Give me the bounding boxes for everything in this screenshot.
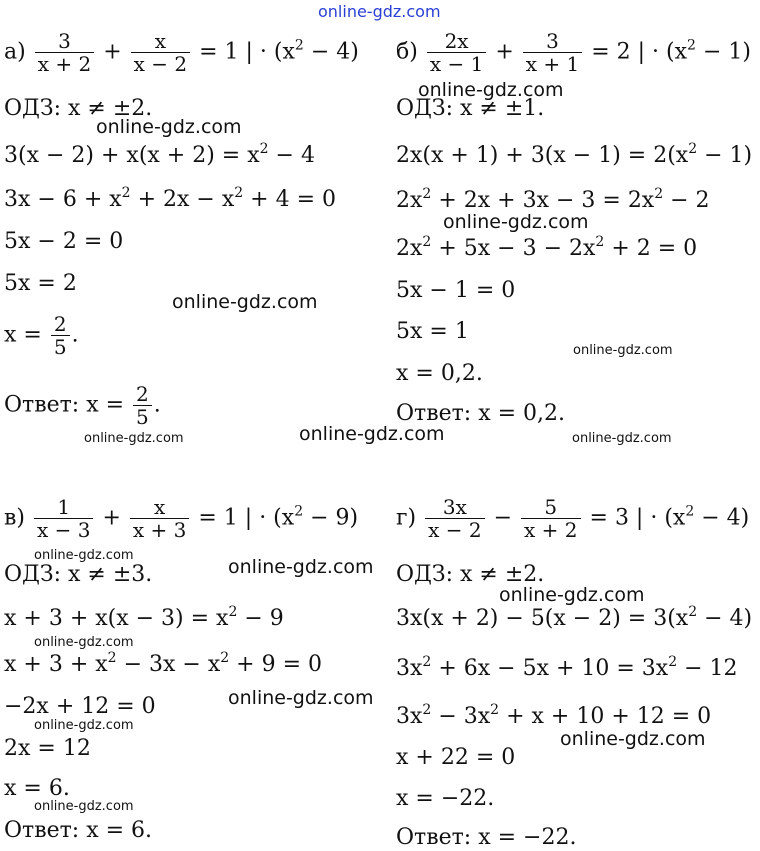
watermark: online-gdz.com [228, 556, 374, 578]
watermark: online-gdz.com [34, 718, 134, 733]
watermark: online-gdz.com [499, 584, 645, 606]
g-step-2: $3x^2 + 6x - 5x + 10 = 3x^2 - 12$ [396, 654, 738, 681]
watermark: online-gdz.com [560, 728, 706, 750]
b-step-2: $2x^2 + 2x + 3x - 3 = 2x^2 - 2$ [396, 186, 710, 213]
g-step-4: x + 22 = 0 [396, 745, 516, 770]
b-equation: б) $\frac{2x}{x - 1}$ + $\frac{3}{x + 1}$ = 2 | · $(x^2 - 1)$ [396, 29, 751, 76]
a-step-3: 5x − 2 = 0 [4, 229, 124, 254]
watermark: online-gdz.com [96, 116, 242, 138]
v-odz: ОДЗ: x ≠ ±3. [4, 562, 153, 587]
a-fraction-2: $\frac{x}{x - 2}$ [131, 30, 190, 75]
g-odz: ОДЗ: x ≠ ±2. [396, 562, 545, 587]
v-equation: в) $\frac{1}{x - 3}$ + $\frac{x}{x + 3}$ = 1 | · $(x^2 - 9)$ [4, 495, 359, 542]
a-label: а) [4, 39, 26, 65]
watermark: online-gdz.com [418, 79, 564, 101]
b-answer: Ответ: x = 0,2. [396, 401, 565, 426]
a-equation: а) $\frac{3}{x + 2}$ + $\frac{x}{x - 2}$ = 1 | · $(x^2 - 4)$ [4, 29, 359, 76]
v-step-4: 2x = 12 [4, 736, 91, 761]
b-step-1: $2x(x + 1) + 3(x - 1) = 2(x^2 - 1)$ [396, 141, 753, 168]
a-odz: ОДЗ: x ≠ ±2. [4, 96, 153, 121]
watermark: online-gdz.com [299, 423, 445, 445]
watermark: online-gdz.com [228, 687, 374, 709]
watermark: online-gdz.com [172, 291, 318, 313]
b-step-5: 5x = 1 [396, 319, 469, 344]
b-step-4: 5x − 1 = 0 [396, 278, 516, 303]
watermark: online-gdz.com [572, 431, 672, 446]
g-step-1: $3x(x + 2) - 5(x - 2) = 3(x^2 - 4)$ [396, 604, 753, 631]
v-answer: Ответ: x = 6. [4, 818, 153, 843]
a-solution: x = $\frac{2}{5}$ . [4, 312, 79, 359]
watermark: online-gdz.com [34, 635, 134, 650]
top-watermark: online-gdz.com [318, 2, 441, 21]
a-step-4: 5x = 2 [4, 271, 77, 296]
g-step-5: x = −22. [396, 786, 495, 811]
g-step-3: $3x^2 - 3x^2 + x + 10 + 12 = 0$ [396, 702, 712, 729]
watermark: online-gdz.com [443, 211, 589, 233]
g-answer: Ответ: x = −22. [396, 825, 577, 850]
a-step-2: $3x - 6 + x^2 + 2x - x^2 + 4 = 0$ [4, 185, 336, 212]
b-step-3: $2x^2 + 5x - 3 - 2x^2 + 2 = 0$ [396, 234, 698, 261]
watermark: online-gdz.com [84, 431, 184, 446]
b-step-6: x = 0,2. [396, 361, 483, 386]
v-step-1: $x + 3 + x(x - 3) = x^2 - 9$ [4, 604, 284, 631]
v-step-3: −2x + 12 = 0 [4, 694, 156, 719]
v-step-5: x = 6. [4, 776, 70, 801]
a-answer: Ответ: x = $\frac{2}{5}$ . [4, 382, 161, 429]
v-step-2: $x + 3 + x^2 - 3x - x^2 + 9 = 0$ [4, 650, 322, 677]
a-rhs: = 1 | · (x [199, 39, 295, 65]
g-equation: г) $\frac{3x}{x - 2}$ − $\frac{5}{x + 2}$ = 3 | · $(x^2 - 4)$ [396, 495, 750, 542]
watermark: online-gdz.com [34, 799, 134, 814]
watermark: online-gdz.com [34, 548, 134, 563]
a-step-1: $3(x - 2) + x(x + 2) = x^2 - 4$ [4, 141, 315, 168]
a-fraction-1: $\frac{3}{x + 2}$ [35, 30, 94, 75]
b-odz: ОДЗ: x ≠ ±1. [396, 96, 545, 121]
a-plus: + [103, 39, 122, 65]
watermark: online-gdz.com [573, 343, 673, 358]
